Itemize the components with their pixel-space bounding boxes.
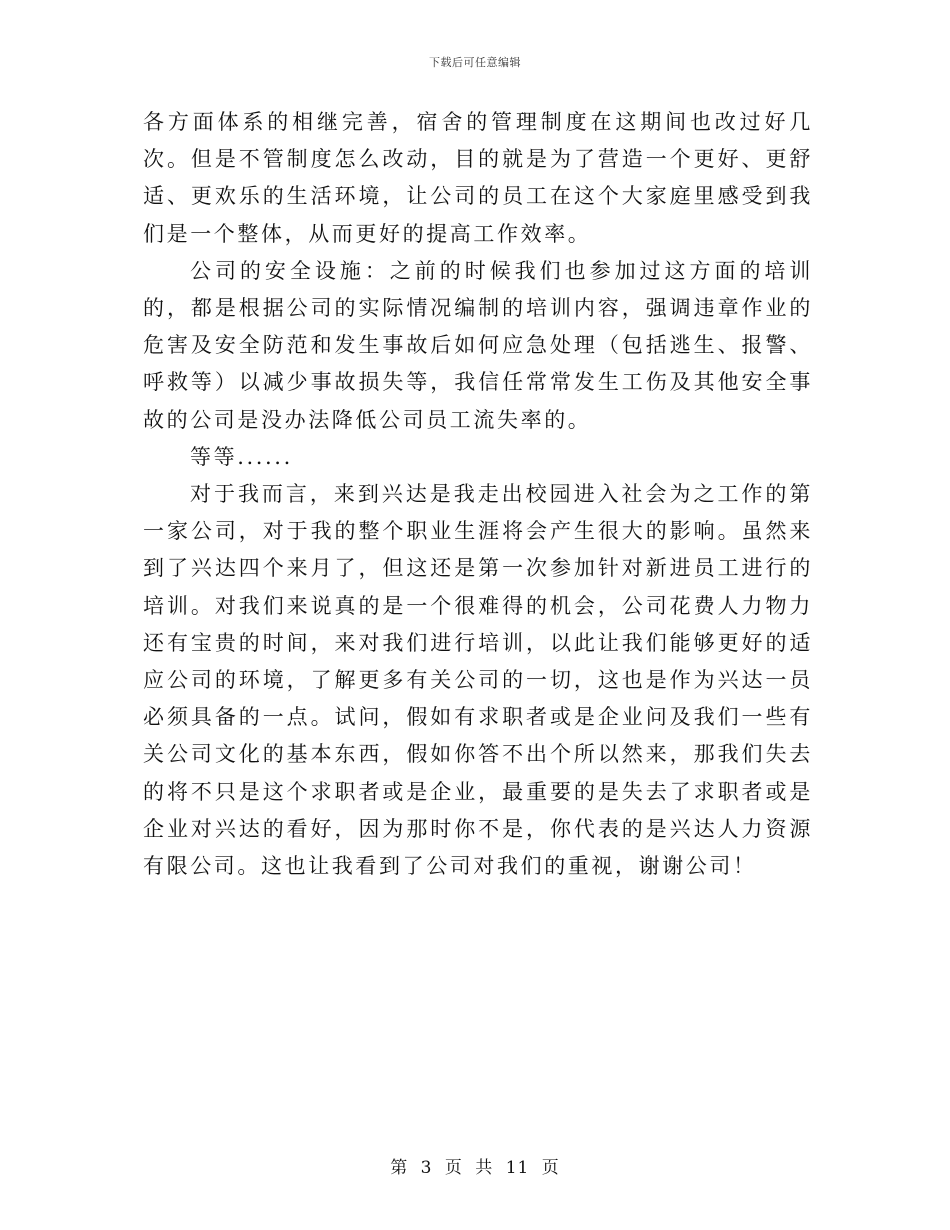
page-header: 下载后可任意编辑 — [429, 56, 521, 69]
paragraph-continuation: 各方面体系的相继完善，宿舍的管理制度在这期间也改过好几次。但是不管制度怎么改动，目的就是为了营造一个更好、更舒适、更欢乐的生活环境，让公司的员工在这个大家庭里感受到我们是一个整体，从而更好的提高工作效率。 — [143, 110, 813, 246]
paragraph-etc: 等等...... — [190, 444, 293, 469]
document-body — [143, 104, 813, 885]
page-number-footer: 第 3 页 共 11 页 — [390, 1158, 560, 1178]
paragraph-personal-reflection: 对于我而言，来到兴达是我走出校园进入社会为之工作的第一家公司，对于我的整个职业生涯将会产生很大的影响。虽然来到了兴达四个来月了，但这还是第一次参加针对新进员工进行的培训。对我们来说真的是一个很难得的机会，公司花费人力物力还有宝贵的时间，来对我们进行培训，以此让我们能够更好的适应公司的环境，了解更多有关公司的一切，这也是作为兴达一员必须具备的一点。试问，假如有求职者或是企业问及我们一些有关公司文化的基本东西，假如你答不出个所以然来，那我们失去的将不只是这个求职者或是企业，最重要的是失去了求职者或是企业对兴达的看好，因为那时你不是，你代表的是兴达人力资源有限公司。这也让我看到了公司对我们的重视，谢谢公司！ — [143, 482, 813, 879]
paragraph-safety-facilities: 公司的安全设施：之前的时候我们也参加过这方面的培训的，都是根据公司的实际情况编制的培训内容，强调违章作业的危害及安全防范和发生事故后如何应急处理（包括逃生、报警、呼救等）以减少事故损失等，我信任常常发生工伤及其他安全事故的公司是没办法降低公司员工流失率的。 — [143, 258, 813, 432]
